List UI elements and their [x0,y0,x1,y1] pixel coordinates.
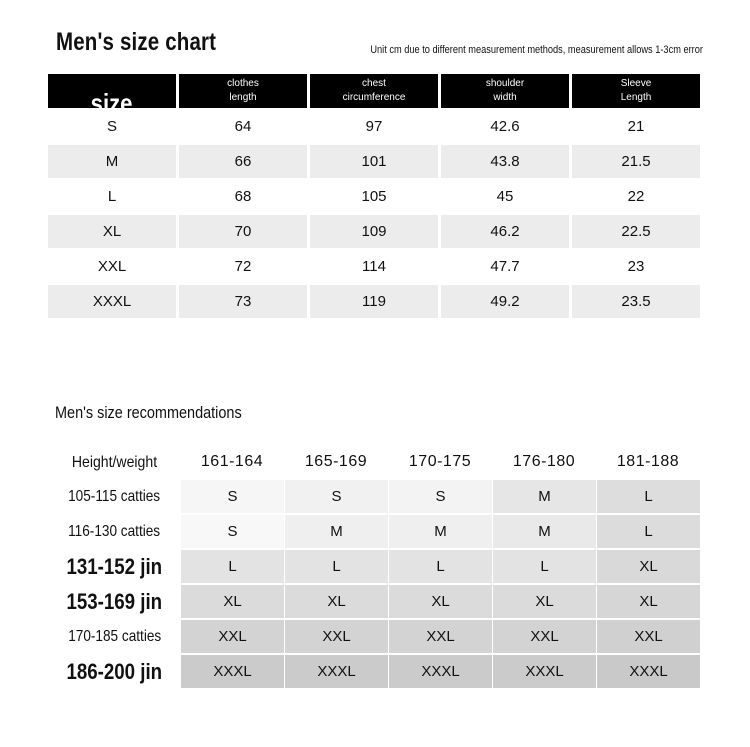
measurement-cell: 22 [627,188,645,205]
measurement-cell: 97 [365,118,383,135]
weight-label: 153-169 jin [66,588,163,614]
table-row [49,620,700,653]
recommended-size-cell: L [285,550,388,583]
recommended-size-cell: L [597,515,700,548]
weight-label: 131-152 jin [66,553,163,579]
table-row [49,585,700,618]
recommended-size-cell: M [389,515,492,548]
recommended-size-cell: L [597,480,700,513]
measurement-cell: 114 [362,258,386,275]
table-row [48,285,700,318]
table-row [49,550,700,583]
recommended-size-cell: XL [389,585,492,618]
table-row [48,250,700,283]
measurement-cell: 49.2 [441,285,569,318]
measurement-cell: 70 [179,215,307,248]
recommended-size-cell: S [181,480,284,513]
recommended-size-cell: S [389,480,492,513]
recommendations-title: Men's size recommendations [55,403,242,422]
measurement-cell: 45 [496,188,514,205]
measurement-cell: 109 [310,215,438,248]
size-recommendation-table [49,444,700,688]
height-header: 161-164 [200,453,264,470]
recommended-size-cell: XXL [493,620,596,653]
header-chest-circumference: chest circumference [310,74,438,108]
recommended-size-cell: XXL [597,620,700,653]
height-header: 176-180 [512,453,576,470]
header-sleeve-length: Sleeve Length [572,74,700,108]
recommended-size-cell: XL [285,585,388,618]
recommended-size-cell: XXXL [285,655,388,688]
recommended-size-cell: XL [597,550,700,583]
measurement-cell: 72 [234,258,252,275]
measurement-cell: 119 [310,285,438,318]
height-header: 170-175 [408,453,472,470]
weight-label: 186-200 jin [66,658,163,684]
measurement-cell: 42.6 [490,118,520,135]
size-cell: XL [48,215,176,248]
header-size: size [48,74,176,108]
recommended-size-cell: XL [181,585,284,618]
measurement-cell: 47.7 [490,258,520,275]
recommended-size-cell: M [493,515,596,548]
recommended-size-cell: S [181,515,284,548]
header-shoulder-width: shoulder width [441,74,569,108]
recommended-size-cell: XL [597,585,700,618]
recommendation-header-row [49,444,700,478]
table-row [48,110,700,143]
measurement-cell: 101 [310,145,438,178]
height-header: 165-169 [304,453,368,470]
weight-label: 105-115 catties [68,487,161,505]
measurement-cell: 105 [361,188,387,205]
table-row [49,515,700,548]
corner-label: Height/weight [71,454,158,471]
recommended-size-cell: L [493,550,596,583]
size-cell: XXL [97,258,127,275]
recommended-size-cell: XXXL [597,655,700,688]
recommended-size-cell: XXL [389,620,492,653]
size-chart-table [48,74,700,318]
table-row [48,215,700,248]
table-row [48,180,700,213]
recommended-size-cell: XXXL [181,655,284,688]
size-cell: L [107,188,117,205]
measurement-cell: 21 [627,118,645,135]
table-row [49,655,700,688]
header-clothes-length: clothes length [179,74,307,108]
size-chart-header-row [48,74,700,118]
recommended-size-cell: XXL [181,620,284,653]
table-row [49,480,700,513]
measurement-cell: 23.5 [572,285,700,318]
recommended-size-cell: XXXL [493,655,596,688]
recommended-size-cell: M [493,480,596,513]
measurement-cell: 43.8 [441,145,569,178]
weight-label: 116-130 catties [68,522,161,540]
measurement-cell: 46.2 [441,215,569,248]
measurement-note: Unit cm due to different measurement methods, measurement allows 1-3cm error [370,44,703,56]
measurement-cell: 66 [179,145,307,178]
recommended-size-cell: XL [493,585,596,618]
measurement-cell: 64 [234,118,252,135]
size-cell: M [48,145,176,178]
measurement-cell: 68 [234,188,252,205]
table-row [48,145,700,178]
measurement-cell: 21.5 [572,145,700,178]
recommended-size-cell: L [181,550,284,583]
height-header: 181-188 [616,453,680,470]
weight-label: 170-185 catties [68,627,161,645]
recommended-size-cell: M [285,515,388,548]
size-cell: XXXL [48,285,176,318]
chart-title: Men's size chart [56,28,217,56]
size-cell: S [106,118,117,135]
measurement-cell: 73 [179,285,307,318]
measurement-cell: 22.5 [572,215,700,248]
measurement-cell: 23 [627,258,645,275]
recommended-size-cell: XXL [285,620,388,653]
recommended-size-cell: L [389,550,492,583]
recommended-size-cell: S [285,480,388,513]
recommended-size-cell: XXXL [389,655,492,688]
